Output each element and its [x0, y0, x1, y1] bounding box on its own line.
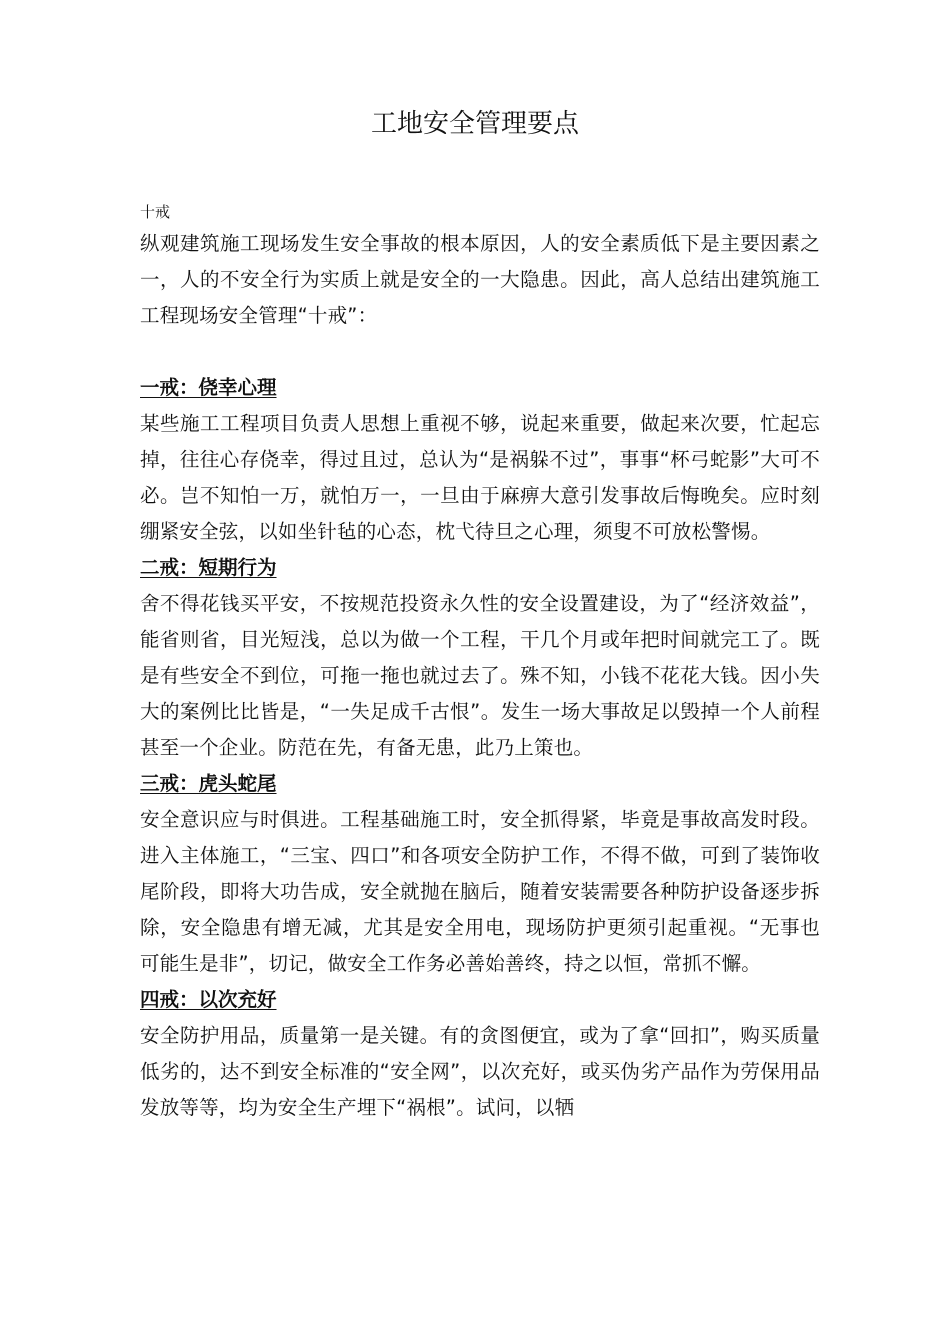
section-body-4: 安全防护用品，质量第一是关键。有的贪图便宜，或为了拿“回扣”，购买质量低劣的，达不到安全标准的“安全网”，以次充好，或买伪劣产品作为劳保用品发放等等，均为安全生产埋下“祸根”。试问，以牺 — [140, 1024, 820, 1119]
section-body-3: 安全意识应与时俱进。工程基础施工时，安全抓得紧，毕竟是事故高发时段。进入主体施工，“三宝、四口”和各项安全防护工作，不得不做，可到了装饰收尾阶段，即将大功告成，安全就抛在脑后，随着安装需要各种防护设备逐步拆除，安全隐患有增无减，尤其是安全用电，现场防护更须引起重视。“无事也可能生是非”，切记，做安全工作务必善始善终，持之以恒，常抓不懈。 — [140, 808, 820, 975]
document-body — [140, 198, 820, 1126]
paragraph-spacer — [140, 334, 820, 370]
section-heading-1: 一戒：侥幸心理 — [140, 376, 277, 399]
section-heading-2: 二戒：短期行为 — [140, 556, 277, 579]
section-heading-3: 三戒：虎头蛇尾 — [140, 772, 277, 795]
document-title: 工地安全管理要点 — [370, 109, 579, 139]
section-body-2: 舍不得花钱买平安，不按规范投资永久性的安全设置建设，为了“经济效益”，能省则省，目光短浅，总以为做一个工程，干几个月或年把时间就完工了。既是有些安全不到位，可拖一拖也就过去了。殊不知，小钱不花花大钱。因小失大的案例比比皆是，“一失足成千古恨”。发生一场大事故足以毁掉一个人前程甚至一个企业。防范在先，有备无患，此乃上策也。 — [140, 592, 820, 759]
intro-paragraph: 纵观建筑施工现场发生安全事故的根本原因，人的安全素质低下是主要因素之一，人的不安全行为实质上就是安全的一大隐患。因此，高人总结出建筑施工工程现场安全管理“十戒”： — [140, 232, 820, 327]
section-heading-4: 四戒：以次充好 — [140, 988, 277, 1011]
section-body-1: 某些施工工程项目负责人思想上重视不够，说起来重要，做起来次要，忙起忘掉，往往心存侥幸，得过且过，总认为“是祸躲不过”，事事“杯弓蛇影”大可不必。岂不知怕一万，就怕万一，一旦由于麻痹大意引发事故后悔晚矣。应时刻绷紧安全弦，以如坐针毡的心态，枕弋待旦之心理，须叟不可放松警惕。 — [140, 412, 820, 543]
document-subtitle: 十戒 — [140, 203, 171, 221]
